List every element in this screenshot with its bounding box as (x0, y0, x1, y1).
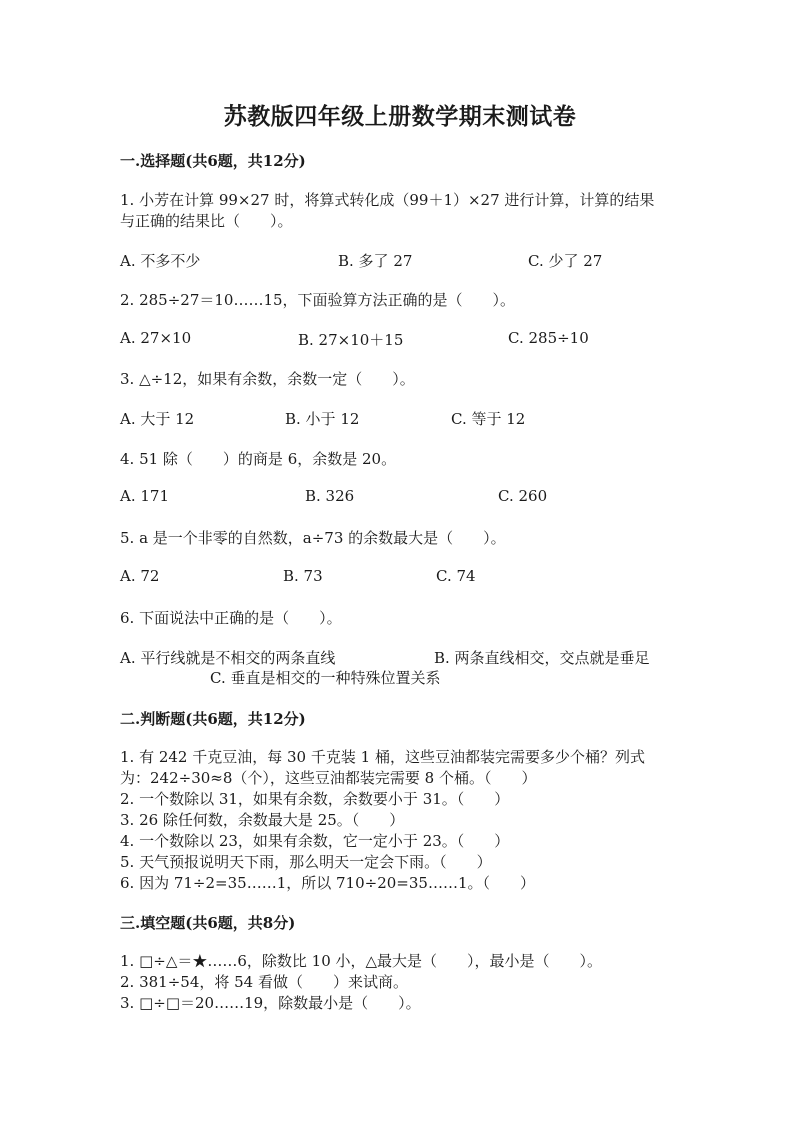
option-c: C. 74 (436, 567, 476, 585)
option-a: A. 不多不少 (120, 252, 201, 270)
question-text: 2. 285÷27＝10……15，下面验算方法正确的是（ ）。 (120, 291, 516, 309)
question-text: 4. 51 除（ ）的商是 6，余数是 20。 (120, 450, 397, 468)
question-text: 3. △÷12，如果有余数，余数一定（ ）。 (120, 370, 415, 388)
section-heading-choice: 一.选择题(共6题，共12分) (120, 152, 306, 170)
exam-title: 苏教版四年级上册数学期末测试卷 (223, 103, 577, 130)
statement-line: 为：242÷30≈8（个），这些豆油都装完需要 8 个桶。（ ） (120, 769, 537, 787)
option-a: A. 72 (120, 567, 160, 585)
option-b: B. 73 (283, 567, 323, 585)
statement-line: 2. 一个数除以 31，如果有余数，余数要小于 31。（ ） (120, 790, 510, 808)
statement-line: 5. 天气预报说明天下雨，那么明天一定会下雨。（ ） (120, 853, 492, 871)
option-c: C. 285÷10 (508, 329, 589, 347)
question-text: 1. 小芳在计算 99×27 时，将算式转化成（99＋1）×27 进行计算，计算的结果 (120, 191, 655, 209)
fill-line: 3. □÷□＝20……19，除数最小是（ ）。 (120, 994, 421, 1012)
question-text: 5. a 是一个非零的自然数，a÷73 的余数最大是（ ）。 (120, 529, 506, 547)
option-b: B. 两条直线相交，交点就是垂足 (434, 649, 650, 667)
option-a: A. 171 (120, 487, 169, 505)
section-heading-judge: 二.判断题(共6题，共12分) (120, 710, 306, 728)
option-a: A. 27×10 (120, 329, 192, 347)
question-text: 与正确的结果比（ ）。 (120, 212, 293, 230)
question-text: 6. 下面说法中正确的是（ ）。 (120, 609, 342, 627)
fill-line: 1. □÷△＝★……6，除数比 10 小，△最大是（ ），最小是（ ）。 (120, 952, 603, 970)
option-c: C. 垂直是相交的一种特殊位置关系 (210, 669, 441, 687)
fill-line: 2. 381÷54，将 54 看做（ ）来试商。 (120, 973, 408, 991)
option-b: B. 27×10＋15 (298, 331, 404, 349)
statement-line: 6. 因为 71÷2=35……1，所以 710÷20=35……1。（ ） (120, 874, 535, 892)
option-b: B. 小于 12 (285, 410, 360, 428)
option-c: C. 等于 12 (451, 410, 526, 428)
option-b: B. 多了 27 (338, 252, 413, 270)
option-b: B. 326 (305, 487, 355, 505)
option-c: C. 260 (498, 487, 548, 505)
statement-line: 1. 有 242 千克豆油，每 30 千克装 1 桶，这些豆油都装完需要多少个桶？列式 (120, 748, 645, 766)
option-a: A. 平行线就是不相交的两条直线 (120, 649, 336, 667)
section-heading-fill: 三.填空题(共6题，共8分) (120, 914, 296, 932)
option-a: A. 大于 12 (120, 410, 195, 428)
statement-line: 3. 26 除任何数，余数最大是 25。（ ） (120, 811, 405, 829)
statement-line: 4. 一个数除以 23，如果有余数，它一定小于 23。（ ） (120, 832, 510, 850)
option-c: C. 少了 27 (528, 252, 603, 270)
